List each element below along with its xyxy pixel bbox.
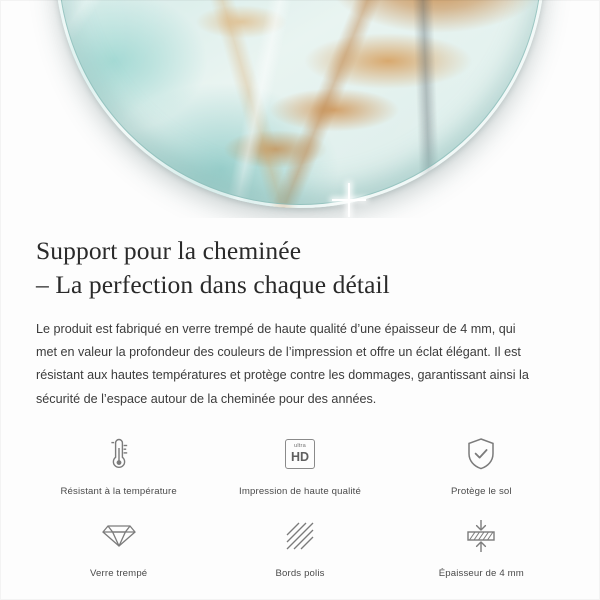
badge-text-bottom: HD (290, 450, 310, 465)
feature-item-print-quality (209, 431, 390, 497)
diamond-icon (101, 513, 137, 559)
shield-check-icon (465, 431, 497, 477)
feature-item-thickness (391, 513, 572, 579)
feature-item-tempered-glass (28, 513, 209, 579)
feature-grid (28, 431, 572, 579)
thickness-arrows-icon (464, 513, 498, 559)
page-title-line-1: Support pour la cheminée (36, 236, 302, 265)
page-title-line-2: – La perfection dans chaque détail (36, 269, 390, 299)
feature-label: Bords polis (275, 568, 325, 579)
description-paragraph: Le produit est fabriqué en verre trempé de haute qualité d’une épaisseur de 4 mm, qui met en valeur la profondeur des couleurs de l’impression et offre un éclat élégant. Il est résistant aux hautes températures et protège contre les dommages, garantissant ainsi la sécurité de l’espace autour de la cheminée pour des années. (36, 321, 529, 406)
feature-label: Verre trempé (90, 568, 148, 579)
ultra-hd-badge-icon (285, 431, 315, 477)
polished-edges-icon (285, 513, 315, 559)
product-image-round-glass-plate (55, 0, 545, 208)
page-title (36, 234, 564, 302)
feature-label: Résistant à la température (60, 486, 177, 497)
feature-item-polished-edges (209, 513, 390, 579)
badge-text-top: ultra (294, 443, 306, 450)
feature-item-temperature (28, 431, 209, 497)
feature-label: Épaisseur de 4 mm (438, 568, 524, 579)
description-content (0, 218, 600, 579)
hero-image-area (0, 0, 600, 218)
feature-item-floor-protection (391, 431, 572, 497)
thermometer-icon (105, 431, 133, 477)
feature-label: Impression de haute qualité (239, 486, 361, 497)
feature-label: Protège le sol (450, 486, 512, 497)
